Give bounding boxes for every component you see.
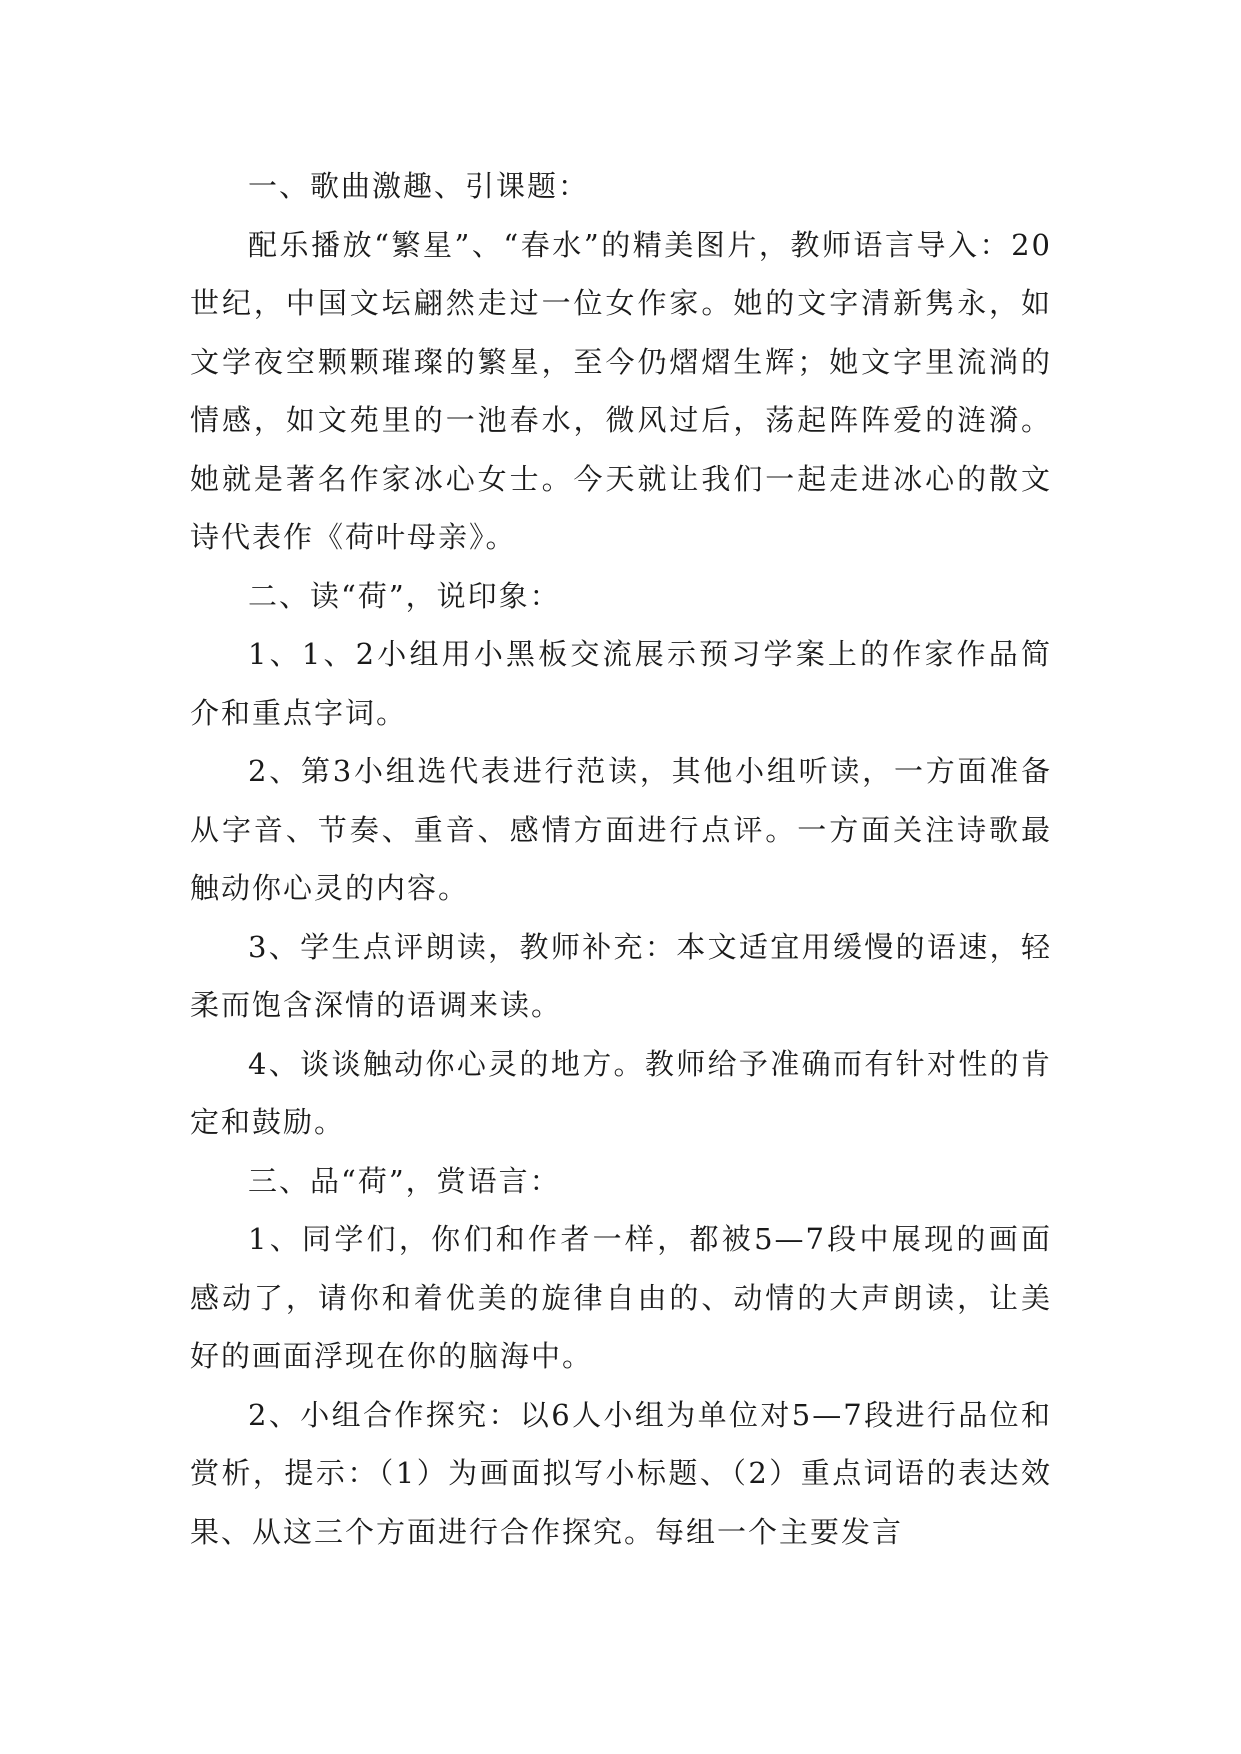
paragraph-item-3-1: 1、同学们，你们和作者一样，都被5—7段中展现的画面感动了，请你和着优美的旋律自由的、动情的大声朗读，让美好的画面浮现在你的脑海中。	[190, 1222, 1052, 1373]
paragraph-item-2-2: 2、第3小组选代表进行范读，其他小组听读，一方面准备从字音、节奏、重音、感情方面进行点评。一方面关注诗歌最触动你心灵的内容。	[190, 754, 1052, 905]
heading-section-3: 三、品“荷”，赏语言：	[248, 1163, 561, 1198]
paragraph-item-2-1: 1、1、2小组用小黑板交流展示预习学案上的作家作品简介和重点字词。	[190, 637, 1052, 730]
paragraph-item-3-2: 2、小组合作探究：以6人小组为单位对5—7段进行品位和赏析，提示：（1）为画面拟写小标题、（2）重点词语的表达效果、从这三个方面进行合作探究。每组一个主要发言	[190, 1397, 1052, 1549]
paragraph-item-2-3: 3、学生点评朗读，教师补充：本文适宜用缓慢的语速，轻柔而饱含深情的语调来读。	[190, 929, 1052, 1022]
paragraph-item-2-4: 4、谈谈触动你心灵的地方。教师给予准确而有针对性的肯定和鼓励。	[190, 1046, 1052, 1139]
paragraph-intro: 配乐播放“繁星”、“春水”的精美图片，教师语言导入：20世纪，中国文坛翩然走过一位女作家。她的文字清新隽永，如文学夜空颗颗璀璨的繁星，至今仍熠熠生辉；她文字里流淌的情感，如文苑里的一池春水，微风过后，荡起阵阵爱的涟漪。她就是著名作家冰心女士。今天就让我们一起走进冰心的散文诗代表作《荷叶母亲》。	[190, 227, 1052, 554]
document-body	[190, 157, 1052, 1561]
heading-section-2: 二、读“荷”，说印象：	[248, 578, 561, 613]
heading-section-1: 一、歌曲激趣、引课题：	[248, 169, 590, 203]
